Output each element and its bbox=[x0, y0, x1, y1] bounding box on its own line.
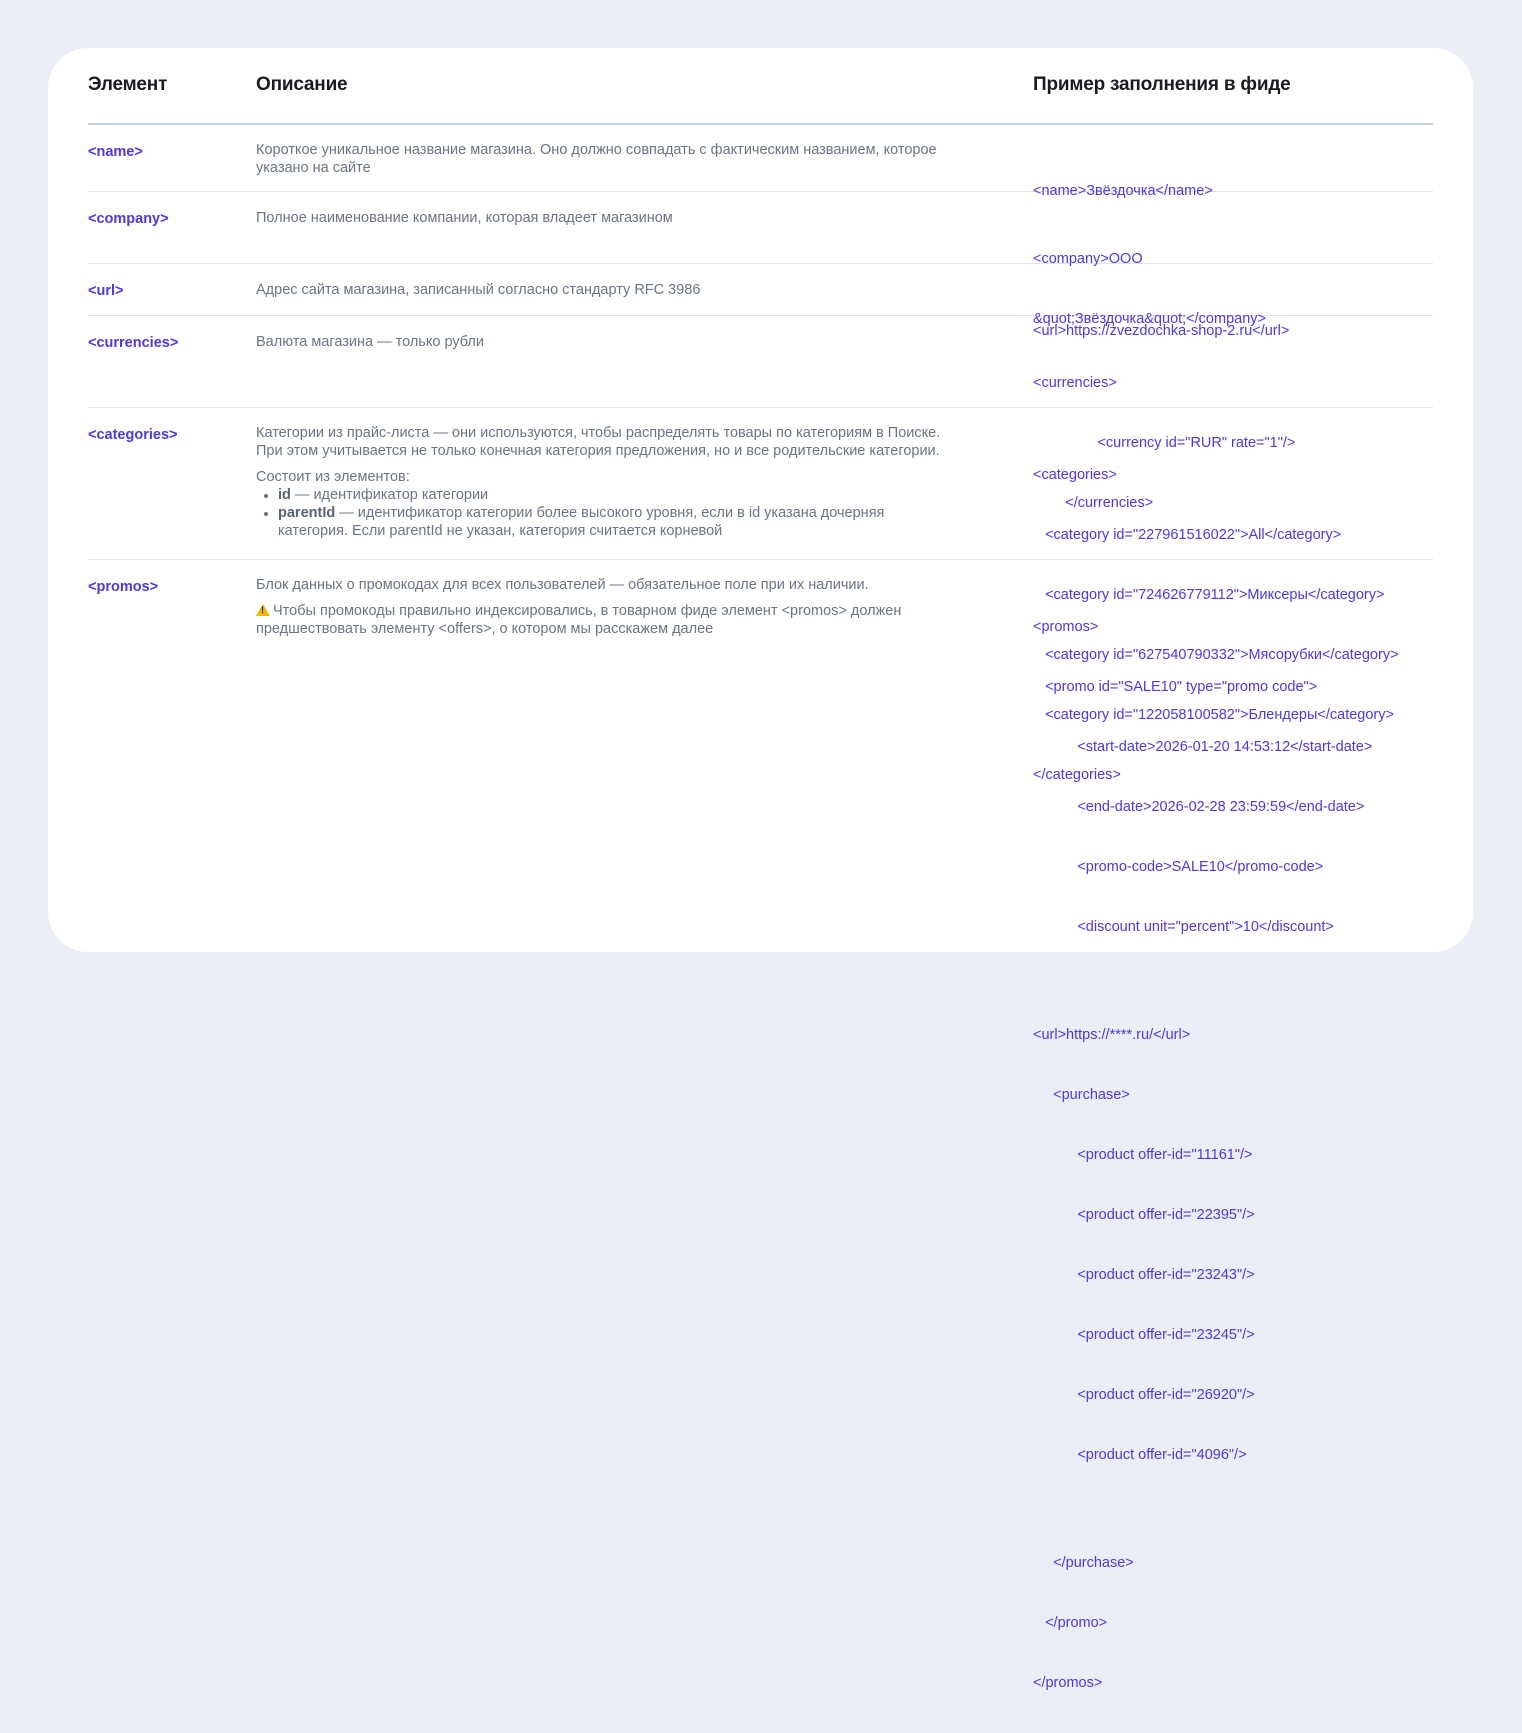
element-description bbox=[256, 408, 1033, 559]
element-name: <categories> bbox=[88, 427, 178, 443]
code-line: <purchase> bbox=[1033, 1087, 1130, 1103]
description-warning bbox=[256, 602, 993, 638]
feed-elements-table bbox=[88, 48, 1433, 1691]
code-line: <product offer-id="4096"/> bbox=[1033, 1447, 1247, 1463]
warning-text: Чтобы промокоды правильно индексировались, в товарном фиде элемент <promos> должен предшествовать элементу <offers>, о котором мы расскажем далее bbox=[256, 603, 902, 637]
warning-icon bbox=[256, 604, 270, 616]
list-item bbox=[278, 504, 1013, 540]
code-line: <promos> bbox=[1033, 619, 1099, 635]
code-line: <discount unit="percent">10</discount> bbox=[1033, 919, 1334, 935]
element-name: <url> bbox=[88, 283, 124, 299]
description-list bbox=[256, 486, 1013, 540]
code-line: </currencies> bbox=[1033, 495, 1154, 511]
code-line: <product offer-id="26920"/> bbox=[1033, 1387, 1255, 1403]
content-card bbox=[48, 48, 1473, 1691]
element-example bbox=[1033, 192, 1433, 327]
code-line: <start-date>2026-01-20 14:53:12</start-date> bbox=[1033, 739, 1373, 755]
element-description bbox=[256, 192, 1033, 263]
description-text: Валюта магазина — только рубли bbox=[256, 334, 484, 350]
element-name: <name> bbox=[88, 144, 143, 160]
description-text: Короткое уникальное название магазина. Оно должно совпадать с фактическим названием, которое указано на сайте bbox=[256, 142, 937, 176]
table-header bbox=[88, 48, 1433, 125]
description-text bbox=[256, 424, 1013, 460]
code-line: <product offer-id="23245"/> bbox=[1033, 1327, 1255, 1343]
code-line: <company>ООО bbox=[1033, 251, 1143, 267]
header-example: Пример заполнения в фиде bbox=[1033, 74, 1291, 95]
code-line: <categories> bbox=[1033, 467, 1117, 483]
code-line: </categories> bbox=[1033, 767, 1121, 783]
list-item bbox=[278, 486, 1013, 504]
code-line: <product offer-id="11161"/> bbox=[1033, 1147, 1253, 1163]
element-description bbox=[256, 264, 1033, 315]
header-element: Элемент bbox=[88, 74, 168, 95]
element-description bbox=[256, 125, 1033, 191]
code-line: <url>https://zvezdochka-shop-2.ru</url> bbox=[1033, 323, 1290, 339]
code-line: <product offer-id="22395"/> bbox=[1033, 1207, 1255, 1223]
code-line: <url>https://****.ru/</url> bbox=[1033, 1027, 1191, 1043]
table-row bbox=[88, 125, 1433, 199]
code-line: <category id="122058100582">Блендеры</category> bbox=[1033, 707, 1394, 723]
list-text: — идентификатор категории bbox=[290, 487, 489, 503]
element-description bbox=[256, 560, 1033, 940]
description-text: Полное наименование компании, которая владеет магазином bbox=[256, 210, 673, 226]
code-line: <category id="227961516022">All</category> bbox=[1033, 527, 1342, 543]
element-example bbox=[1033, 560, 1433, 1691]
code-line: <promo-code>SALE10</promo-code> bbox=[1033, 859, 1324, 875]
code-line: <name>Звёздочка</name> bbox=[1033, 183, 1213, 199]
element-name: <company> bbox=[88, 211, 169, 227]
code-line: <category id="724626779112">Миксеры</category> bbox=[1033, 587, 1385, 603]
code-line: <product offer-id="23243"/> bbox=[1033, 1267, 1255, 1283]
description-subtitle: Состоит из элементов: bbox=[256, 469, 410, 485]
code-line: &quot;Звёздочка&quot;</company> bbox=[1033, 311, 1266, 327]
table-row bbox=[88, 560, 1433, 1691]
description-text: Адрес сайта магазина, записанный согласно стандарту RFC 3986 bbox=[256, 282, 701, 298]
list-text: — идентификатор категории более высокого уровня, если в id указана дочерняя категория. Если parentId не указан, категория считается корневой bbox=[278, 505, 885, 539]
description-line: Категории из прайс-листа — они используются, чтобы распределять товары по категориям в Поиске. bbox=[256, 425, 941, 441]
element-example bbox=[1033, 125, 1433, 199]
code-line: </purchase> bbox=[1033, 1555, 1134, 1571]
element-name: <currencies> bbox=[88, 335, 179, 351]
code-line: <currencies> bbox=[1033, 375, 1117, 391]
description-text: Блок данных о промокодах для всех пользователей — обязательное поле при их наличии. bbox=[256, 577, 869, 593]
header-description: Описание bbox=[256, 74, 348, 95]
description-line: При этом учитывается не только конечная категория предложения, но и все родительские категории. bbox=[256, 443, 940, 459]
code-line: <currency id="RUR" rate="1"/> bbox=[1033, 435, 1296, 451]
code-line: <promo id="SALE10" type="promo code"> bbox=[1033, 679, 1318, 695]
code-line: <end-date>2026-02-28 23:59:59</end-date> bbox=[1033, 799, 1365, 815]
code-line: </promos> bbox=[1033, 1675, 1103, 1691]
code-line: </promo> bbox=[1033, 1615, 1108, 1631]
code-line: <category id="627540790332">Мясорубки</category> bbox=[1033, 647, 1399, 663]
list-term: parentId bbox=[278, 505, 336, 521]
element-description bbox=[256, 316, 1033, 407]
list-term: id bbox=[278, 487, 291, 503]
element-name: <promos> bbox=[88, 579, 159, 595]
